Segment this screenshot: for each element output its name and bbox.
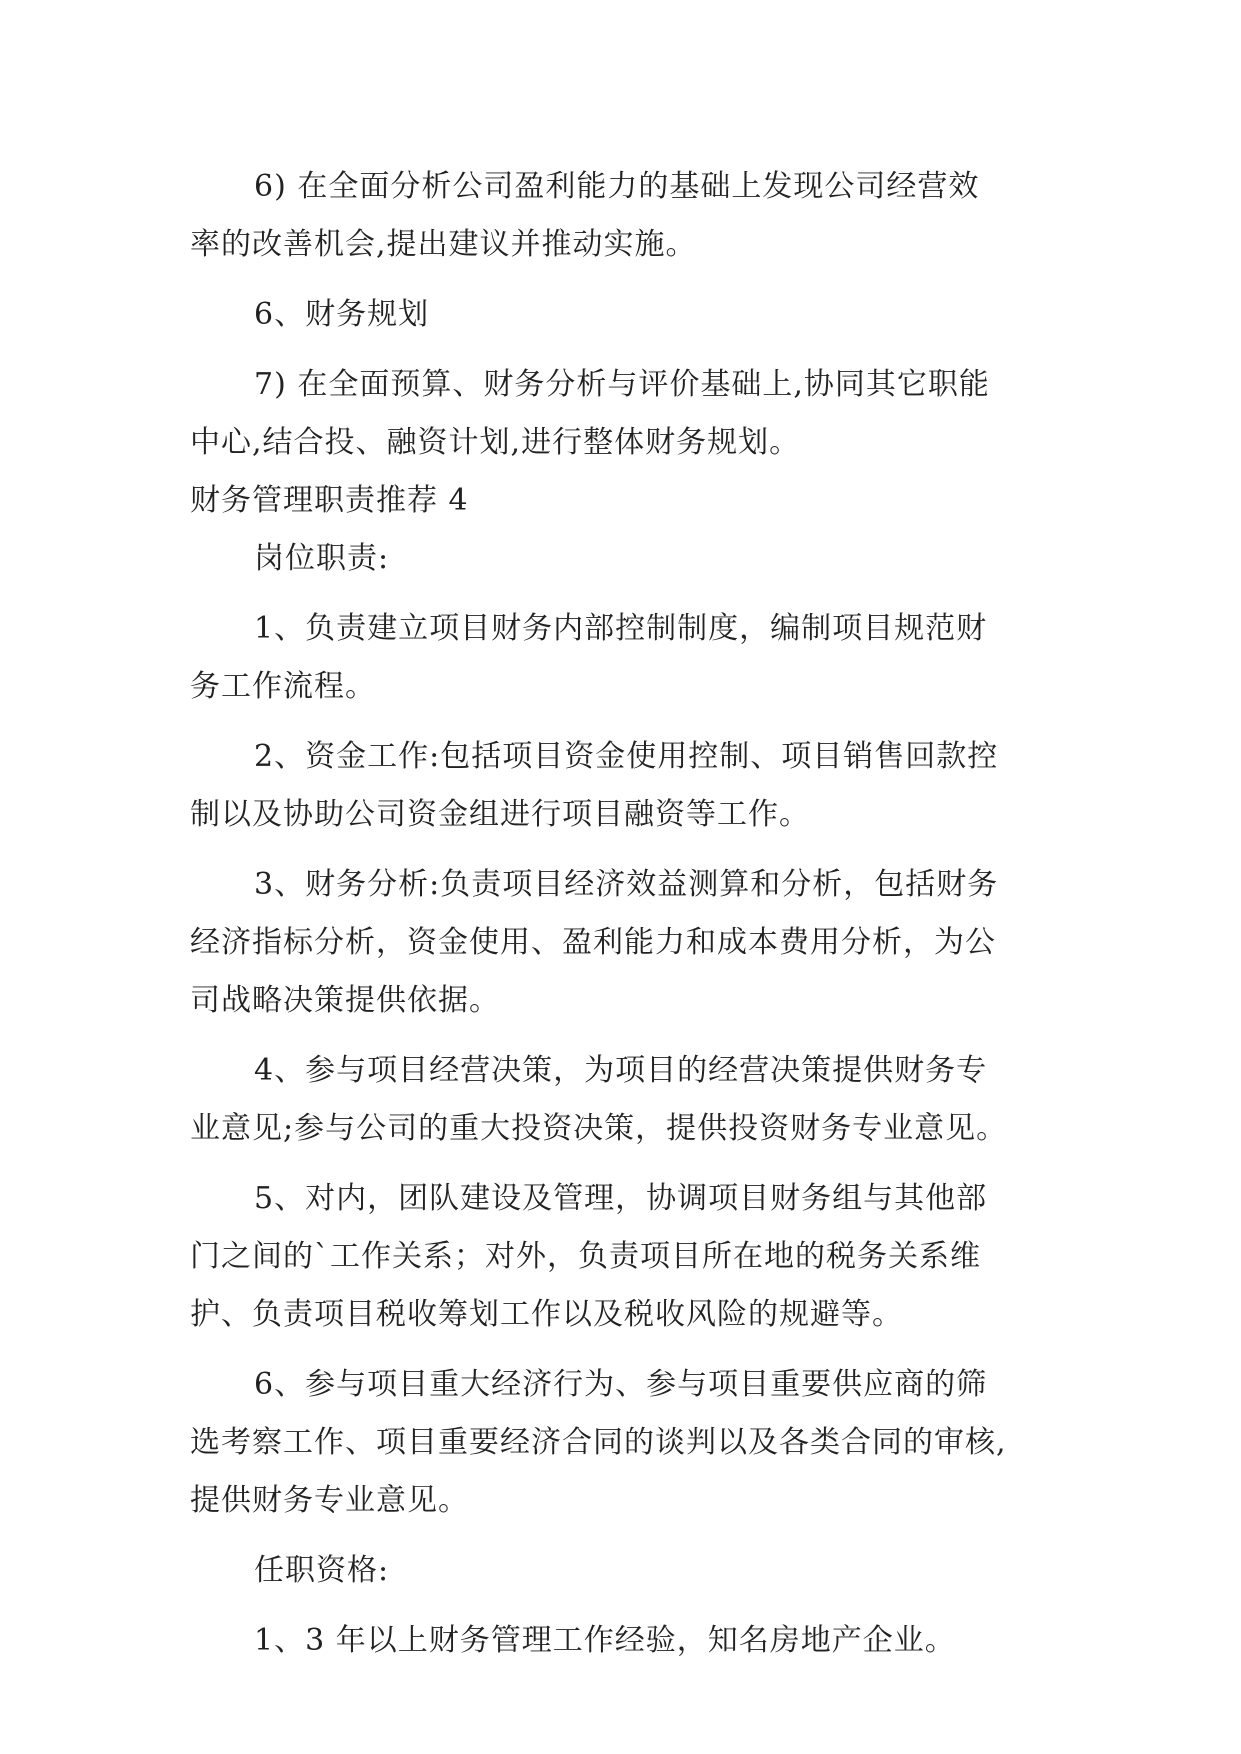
paragraph-line: 制以及协助公司资金组进行项目融资等工作。 — [190, 797, 810, 832]
paragraph-line: 门之间的`工作关系；对外，负责项目所在地的税务关系维 — [190, 1239, 981, 1274]
paragraph-line: 司战略决策提供依据。 — [190, 983, 500, 1018]
paragraph-line: 1、负责建立项目财务内部控制制度，编制项目规范财 — [254, 611, 988, 646]
paragraph-line: 经济指标分析，资金使用、盈利能力和成本费用分析，为公 — [190, 925, 996, 960]
paragraph-line: 7) 在全面预算、财务分析与评价基础上,协同其它职能 — [254, 367, 990, 402]
section-title: 任职资格: — [254, 1553, 390, 1588]
paragraph-line: 5、对内，团队建设及管理，协调项目财务组与其他部 — [254, 1181, 988, 1216]
paragraph-line: 3、财务分析:负责项目经济效益测算和分析，包括财务 — [254, 867, 999, 902]
paragraph-line: 1、3 年以上财务管理工作经验，知名房地产企业。 — [254, 1623, 956, 1658]
paragraph-line: 护、负责项目税收筹划工作以及税收风险的规避等。 — [190, 1297, 903, 1332]
paragraph-line: 务工作流程。 — [190, 669, 376, 704]
document-body — [190, 158, 1055, 1670]
paragraph-line: 6) 在全面分析公司盈利能力的基础上发现公司经营效 — [254, 169, 980, 204]
paragraph-line: 率的改善机会,提出建议并推动实施。 — [190, 227, 697, 262]
section-title: 6、财务规划 — [254, 297, 430, 332]
paragraph-line: 选考察工作、项目重要经济合同的谈判以及各类合同的审核, — [190, 1425, 1007, 1460]
paragraph-line: 2、资金工作:包括项目资金使用控制、项目销售回款控 — [254, 739, 999, 774]
paragraph-line: 4、参与项目经营决策，为项目的经营决策提供财务专 — [254, 1053, 988, 1088]
section-title: 岗位职责: — [254, 541, 390, 576]
paragraph-line: 提供财务专业意见。 — [190, 1483, 469, 1518]
document-heading: 财务管理职责推荐 4 — [190, 483, 469, 518]
paragraph-line: 6、参与项目重大经济行为、参与项目重要供应商的筛 — [254, 1367, 988, 1402]
paragraph-line: 业意见;参与公司的重大投资决策，提供投资财务专业意见。 — [190, 1111, 1008, 1146]
paragraph-line: 中心,结合投、融资计划,进行整体财务规划。 — [190, 425, 801, 460]
